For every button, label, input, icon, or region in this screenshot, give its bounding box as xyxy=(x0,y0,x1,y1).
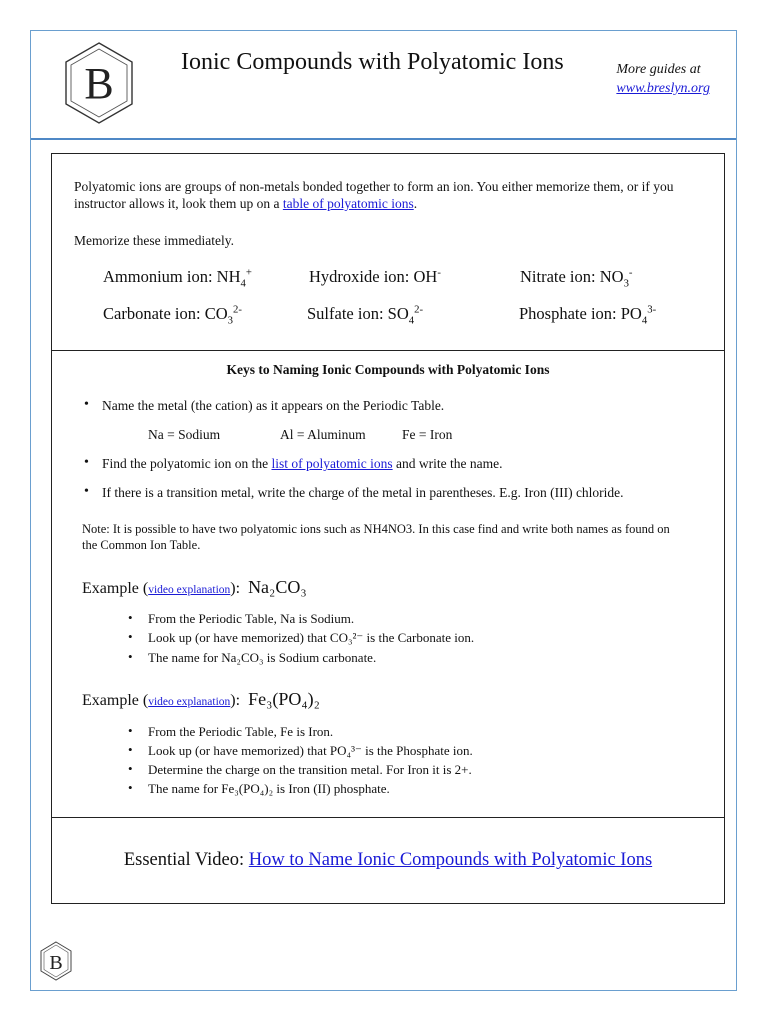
key-bullet-transition-metal: • If there is a transition metal, write the charge of the metal in parentheses. E.g. Iron (III) chloride. xyxy=(102,485,624,501)
ion-carbonate: Carbonate ion: $CO_3^{2-}$ xyxy=(103,303,242,327)
example2-item: • The name for Fe₃(PO₄)₂ is Iron (II) phosphate. xyxy=(148,781,390,797)
keys-heading: Keys to Naming Ionic Compounds with Polyatomic Ions xyxy=(226,362,550,377)
ion-phosphate: Phosphate ion: $PO_4^{3-}$ xyxy=(519,303,657,327)
list-of-polyatomic-ions-link[interactable]: list of polyatomic ions xyxy=(271,456,393,471)
ion-sulfate: Sulfate ion: $SO_4^{2-}$ xyxy=(307,303,424,327)
breslyn-site-link[interactable]: www.breslyn.org xyxy=(616,81,710,96)
example2-formula: Fe₃(PO₄)₂ xyxy=(248,689,320,709)
ion-ammonium: Ammonium ion: $NH_4^+$ xyxy=(103,266,252,290)
page-title: Ionic Compounds with Polyatomic Ions xyxy=(181,49,564,75)
logo-letter: B xyxy=(84,59,114,108)
example1-item: • The name for Na₂CO₃ is Sodium carbonate. xyxy=(148,650,376,666)
essential-video-link[interactable]: How to Name Ionic Compounds with Polyatomic Ions xyxy=(248,850,653,870)
example1-item: • Look up (or have memorized) that CO₃²⁻ is the Carbonate ion. xyxy=(148,630,474,646)
intro-text: Polyatomic ions are groups of non-metals bonded together to form an ion. You either memorize them, or if you instructor allows it, look them up on a xyxy=(74,179,674,211)
example2-item: • Determine the charge on the transition metal. For Iron it is 2+. xyxy=(148,762,472,778)
key-bullet-metal: • Name the metal (the cation) as it appears on the Periodic Table. xyxy=(102,398,444,414)
essential-video-label: Essential Video: xyxy=(123,850,249,870)
ion-nitrate: Nitrate ion: $NO_3^-$ xyxy=(520,266,633,290)
polyatomic-intro-section xyxy=(52,154,724,351)
note-two-polyatomic: Note: It is possible to have two polyatomic ions such as NH4NO3. In this case find and write both names as found on the Common Ion Table. xyxy=(82,522,670,552)
example1-item: • From the Periodic Table, Na is Sodium. xyxy=(148,611,354,627)
ion-hydroxide: Hydroxide ion: OH- xyxy=(309,266,441,286)
more-guides xyxy=(616,60,710,98)
example1-heading: Example (video explanation): Na₂CO₃ xyxy=(82,577,307,597)
essential-video xyxy=(52,850,724,871)
example2-heading: Example (video explanation): Fe₃(PO₄)₂ xyxy=(82,689,320,709)
intro-period: . xyxy=(413,196,418,211)
example2-item: • Look up (or have memorized) that PO₄³⁻ is the Phosphate ion. xyxy=(148,743,473,759)
example-aluminum: Al = Aluminum xyxy=(280,427,366,442)
example1-formula: Na₂CO₃ xyxy=(248,577,307,597)
intro-paragraph xyxy=(74,178,714,212)
example-iron: Fe = Iron xyxy=(402,427,453,442)
table-of-polyatomic-ions-link[interactable]: table of polyatomic ions xyxy=(282,196,414,211)
essential-video-section xyxy=(52,817,724,903)
breslyn-logo-icon xyxy=(63,41,135,125)
footer-logo-icon xyxy=(39,941,73,981)
more-guides-text: More guides at xyxy=(616,62,701,77)
example-sodium: Na = Sodium xyxy=(148,427,221,442)
key-bullet-polyatomic: • Find the polyatomic ion on the list of polyatomic ions and write the name. xyxy=(102,456,502,472)
worksheet-page xyxy=(30,30,737,991)
example1-video-link[interactable]: video explanation xyxy=(148,584,231,596)
header xyxy=(31,31,736,140)
example2-video-link[interactable]: video explanation xyxy=(148,696,231,708)
content-box xyxy=(51,153,725,904)
memorize-text: Memorize these immediately. xyxy=(74,233,234,248)
example2-item: • From the Periodic Table, Fe is Iron. xyxy=(148,724,333,740)
naming-keys-section xyxy=(52,350,724,818)
footer-logo-letter: B xyxy=(49,952,63,974)
